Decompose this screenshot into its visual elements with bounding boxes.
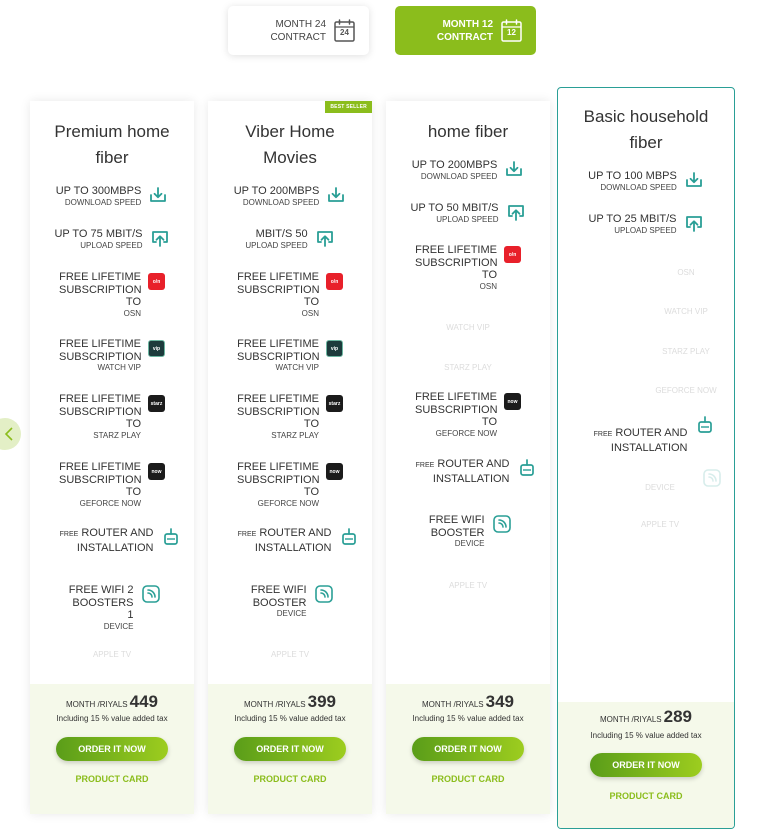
- router-icon: [161, 527, 181, 547]
- watchvip-logo-icon: vip: [148, 340, 165, 357]
- vat-note: Including 15 % value added tax: [590, 731, 702, 740]
- month-24-contract-button[interactable]: [228, 6, 369, 55]
- osn-logo-icon: o/n: [148, 273, 165, 290]
- feature-starz-unavailable: STARZ PLAY: [662, 347, 710, 356]
- contract-toggle: [228, 6, 536, 55]
- price: MONTH /RIYALS 399: [243, 692, 336, 711]
- product-card-link[interactable]: PRODUCT CARD: [431, 774, 505, 784]
- plan-card-home-fiber: [386, 101, 550, 814]
- contract-label: CONTRACT: [436, 31, 493, 43]
- chevron-left-icon: [4, 427, 14, 441]
- product-card-link[interactable]: PRODUCT CARD: [253, 774, 327, 784]
- price-section: [30, 684, 194, 814]
- feature-download: UP TO 200MBPS DOWNLOAD SPEED: [208, 185, 372, 208]
- feature-appletv-unavailable: APPLE TV: [448, 581, 488, 590]
- wifi-booster-icon: [314, 584, 334, 604]
- starzplay-logo-icon: starz: [148, 395, 165, 412]
- wifi-booster-icon: [492, 514, 512, 534]
- plan-card-basic-household: [557, 87, 735, 829]
- feature-wifi: FREE WIFI BOOSTER DEVICE: [208, 584, 372, 619]
- upload-icon: [506, 202, 526, 222]
- month-12-label: MONTH 12: [442, 18, 493, 30]
- router-icon: [695, 415, 715, 435]
- feature-geforce: FREE LIFETIME SUBSCRIPTION TO GEFORCE NOW now: [386, 391, 550, 439]
- wifi-booster-icon: [141, 584, 161, 604]
- product-card-link[interactable]: PRODUCT CARD: [75, 774, 149, 784]
- order-now-button[interactable]: ORDER IT NOW: [590, 753, 702, 777]
- plan-card-viber-home-movies: [208, 101, 372, 814]
- osn-logo-icon: o/n: [504, 246, 521, 263]
- router-icon: [517, 458, 537, 478]
- geforce-logo-icon: now: [504, 393, 521, 410]
- download-icon: [684, 170, 704, 190]
- download-icon: [326, 185, 346, 205]
- feature-appletv-unavailable: APPLE TV: [270, 650, 310, 659]
- download-icon: [148, 185, 168, 205]
- plan-title: Viber Home Movies: [245, 122, 335, 167]
- upload-icon: [150, 228, 170, 248]
- feature-osn: FREE LIFETIME SUBSCRIPTION TO OSN o/n: [30, 271, 194, 319]
- osn-logo-icon: o/n: [326, 273, 343, 290]
- router-icon: [339, 527, 359, 547]
- calendar-icon: 24: [334, 19, 355, 42]
- geforce-logo-icon: now: [148, 463, 165, 480]
- geforce-logo-icon: now: [326, 463, 343, 480]
- month-24-label: MONTH 24: [275, 18, 326, 30]
- upload-icon: [315, 228, 335, 248]
- feature-router: FREE ROUTER AND INSTALLATION: [208, 527, 372, 554]
- feature-osn-unavailable: OSN: [677, 268, 695, 277]
- price-section: [208, 684, 372, 814]
- feature-upload: MBIT/S 50 UPLOAD SPEED: [208, 228, 372, 251]
- month-12-contract-button[interactable]: [395, 6, 536, 55]
- feature-watchvip-unavailable: WATCH VIP: [664, 307, 708, 316]
- vat-note: Including 15 % value added tax: [234, 714, 346, 723]
- feature-wifi: FREE WIFI BOOSTER DEVICE: [386, 514, 550, 549]
- contract-label: CONTRACT: [270, 31, 326, 43]
- feature-upload: UP TO 25 MBIT/S UPLOAD SPEED: [558, 213, 734, 236]
- feature-router: FREE ROUTER AND INSTALLATION: [386, 458, 550, 485]
- starzplay-logo-icon: starz: [326, 395, 343, 412]
- feature-starz-unavailable: STARZ PLAY: [444, 363, 492, 372]
- feature-geforce-unavailable: GEFORCE NOW: [655, 386, 717, 395]
- plan-title: Basic household fiber: [583, 107, 709, 152]
- price: MONTH /RIYALS 289: [599, 707, 692, 726]
- feature-geforce: FREE LIFETIME SUBSCRIPTION TO GEFORCE NOW now: [30, 461, 194, 509]
- price-section: [558, 702, 734, 828]
- feature-router: FREE ROUTER AND INSTALLATION: [30, 527, 194, 554]
- feature-router: FREE ROUTER AND INSTALLATION: [558, 415, 734, 454]
- vat-note: Including 15 % value added tax: [56, 714, 168, 723]
- feature-watchvip: FREE LIFETIME SUBSCRIPTION WATCH VIP vip: [208, 338, 372, 373]
- plan-title: home fiber: [427, 122, 509, 141]
- watchvip-logo-icon: vip: [326, 340, 343, 357]
- feature-appletv-unavailable: APPLE TV: [92, 650, 132, 659]
- feature-appletv-unavailable: APPLE TV: [640, 520, 680, 529]
- download-icon: [504, 159, 524, 179]
- order-now-button[interactable]: ORDER IT NOW: [412, 737, 524, 761]
- feature-upload: UP TO 75 MBIT/S UPLOAD SPEED: [30, 228, 194, 251]
- price: MONTH /RIYALS 449: [65, 692, 158, 711]
- feature-download: UP TO 200MBPS DOWNLOAD SPEED: [386, 159, 550, 182]
- plan-card-premium: [30, 101, 194, 814]
- feature-watchvip: FREE LIFETIME SUBSCRIPTION WATCH VIP vip: [30, 338, 194, 373]
- feature-osn: FREE LIFETIME SUBSCRIPTION TO OSN o/n: [208, 271, 372, 319]
- price-section: [386, 684, 550, 814]
- price: MONTH /RIYALS 349: [421, 692, 514, 711]
- product-card-link[interactable]: PRODUCT CARD: [609, 791, 683, 801]
- order-now-button[interactable]: ORDER IT NOW: [56, 737, 168, 761]
- feature-wifi: FREE WIFI 2 BOOSTERS 1 DEVICE: [30, 584, 194, 632]
- feature-download: UP TO 100 MBPS DOWNLOAD SPEED: [558, 170, 734, 193]
- best-seller-badge: BEST SELLER: [325, 101, 372, 113]
- carousel-prev-button[interactable]: [0, 418, 21, 450]
- feature-download: UP TO 300MBPS DOWNLOAD SPEED: [30, 185, 194, 208]
- feature-upload: UP TO 50 MBIT/S UPLOAD SPEED: [386, 202, 550, 225]
- upload-icon: [684, 213, 704, 233]
- feature-device-unavailable: DEVICE: [645, 483, 675, 492]
- calendar-icon: 12: [501, 19, 522, 42]
- feature-starz: FREE LIFETIME SUBSCRIPTION TO STARZ PLAY starz: [208, 393, 372, 441]
- order-now-button[interactable]: ORDER IT NOW: [234, 737, 346, 761]
- vat-note: Including 15 % value added tax: [412, 714, 524, 723]
- plan-title: Premium home fiber: [54, 122, 170, 167]
- feature-osn: FREE LIFETIME SUBSCRIPTION TO OSN o/n: [386, 244, 550, 292]
- feature-watchvip-unavailable: WATCH VIP: [446, 323, 490, 332]
- feature-starz: FREE LIFETIME SUBSCRIPTION TO STARZ PLAY starz: [30, 393, 194, 441]
- feature-geforce: FREE LIFETIME SUBSCRIPTION TO GEFORCE NOW now: [208, 461, 372, 509]
